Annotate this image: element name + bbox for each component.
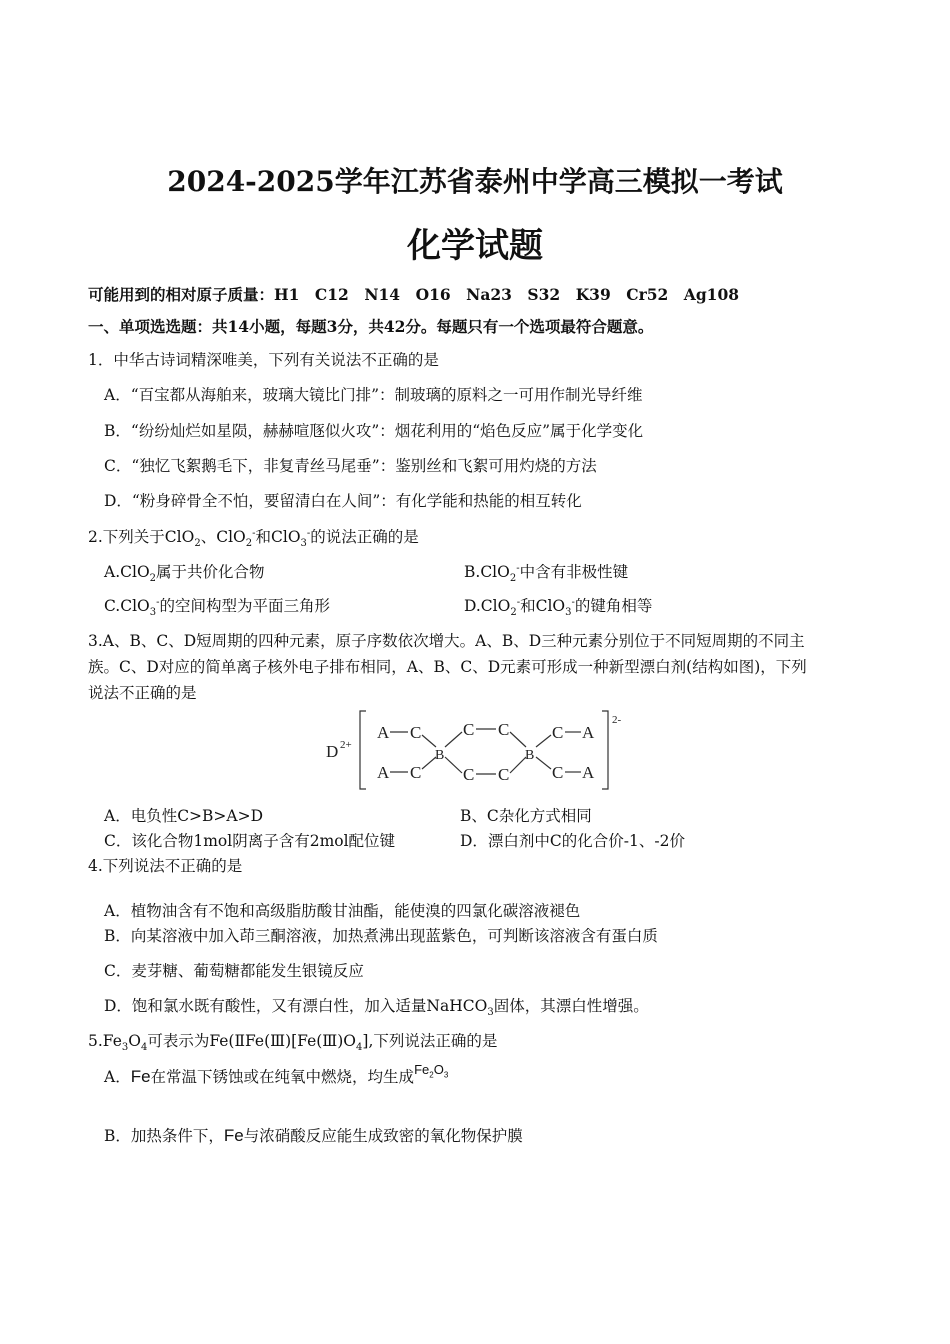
atom-c: C — [498, 720, 510, 739]
q5-option-b — [104, 1126, 523, 1146]
text: O — [128, 1032, 141, 1050]
q2-stem — [88, 527, 419, 550]
exam-title: 2024-2025学年江苏省泰州中学高三模拟一考试 — [167, 165, 783, 198]
bond — [422, 735, 436, 747]
text: Fe — [414, 1062, 430, 1077]
text: B.ClO — [464, 563, 510, 581]
q4-option-a: A．植物油含有不饱和高级脂肪酸甘油酯，能使溴的四氯化碳溶液褪色 — [104, 902, 581, 920]
subscript: 4 — [356, 1042, 363, 1054]
superscript: - — [156, 596, 160, 608]
formula-fe: Fe — [223, 1126, 244, 1145]
q2-option-d — [464, 596, 653, 619]
text: A.ClO — [104, 563, 150, 581]
q5-stem — [88, 1031, 498, 1054]
text: 和ClO — [520, 597, 566, 615]
text: D.ClO — [464, 597, 511, 615]
text: D．饱和氯水既有酸性，又有漂白性，加入适量NaHCO — [104, 997, 488, 1015]
bond — [536, 757, 551, 769]
atom-a: A — [582, 723, 595, 742]
q2-stem-part: 的说法正确的是 — [310, 528, 419, 546]
q2-option-b — [464, 562, 629, 585]
text: A． — [104, 1068, 131, 1086]
q1-stem: 1．中华古诗词精深唯美，下列有关说法不正确的是 — [88, 351, 439, 369]
anion-charge: 2- — [612, 714, 622, 726]
superscript: - — [252, 527, 256, 539]
subscript: 2 — [194, 538, 201, 550]
atom-c: C — [498, 765, 510, 784]
text: O — [433, 1062, 444, 1077]
atom-b: B — [435, 748, 445, 763]
text: 中含有非极性键 — [519, 563, 629, 581]
atom-c: C — [410, 763, 422, 782]
q4-stem: 4.下列说法不正确的是 — [88, 857, 243, 875]
atom-c: C — [552, 723, 564, 742]
section-heading: 一、单项选选题：共14小题，每题3分，共42分。每题只有一个选项最符合题意。 — [88, 317, 654, 336]
q2-stem-part: 和ClO — [255, 528, 301, 546]
bond — [445, 757, 462, 773]
q1-option-a: A．“百宝都从海舶来，玻璃大镜比门排”：制玻璃的原料之一可用作制光导纤维 — [104, 386, 643, 404]
text: 5.Fe — [88, 1032, 122, 1050]
atom-d: D — [326, 742, 339, 761]
q4-option-d — [104, 996, 649, 1019]
atom-a: A — [377, 723, 390, 742]
q1-option-c: C．“独忆飞絮鹅毛下，非复青丝马尾垂”：鉴别丝和飞絮可用灼烧的方法 — [104, 457, 597, 475]
q4-option-b: B．向某溶液中加入茚三酮溶液，加热煮沸出现蓝紫色，可判断该溶液含有蛋白质 — [104, 927, 658, 945]
q3-option-c: C．该化合物1mol阴离子含有2mol配位键 — [104, 832, 396, 850]
q3-stem-line1: 3.A、B、C、D短周期的四种元素，原子序数依次增大。A、B、D三种元素分别位于不同短周期的不同主 — [88, 632, 805, 650]
subscript: 3 — [149, 607, 157, 619]
bond — [422, 757, 436, 769]
text: 的空间构型为平面三角形 — [159, 597, 331, 615]
superscript: - — [571, 596, 575, 608]
subscript: 2 — [429, 1070, 434, 1080]
q2-stem-part: 2.下列关于ClO — [88, 528, 195, 546]
text: 固体，其漂白性增强。 — [493, 997, 649, 1015]
q3-stem-line2: 族。C、D对应的简单离子核外电子排布相同，A、B、C、D元素可形成一种新型漂白剂(结构如图)，下列 — [88, 658, 807, 676]
q2-option-c — [104, 596, 331, 619]
text: ],下列说法正确的是 — [362, 1032, 498, 1050]
atom-b: B — [525, 748, 535, 763]
q3-option-b: B、C杂化方式相同 — [460, 807, 592, 825]
right-bracket — [602, 711, 608, 789]
subscript: 4 — [140, 1042, 148, 1054]
bond — [536, 735, 551, 747]
text: C.ClO — [104, 597, 150, 615]
subscript: 2 — [149, 573, 157, 585]
atomic-masses: 可能用到的相对原子质量：H1 C12 N14 O16 Na23 S32 K39 Cr52 Ag108 — [88, 285, 740, 304]
atom-c: C — [463, 765, 475, 784]
exam-subtitle: 化学试题 — [407, 226, 543, 266]
subscript: 2 — [509, 573, 517, 585]
superscript: - — [516, 596, 521, 608]
subscript: 3 — [487, 1007, 494, 1019]
subscript: 3 — [443, 1070, 449, 1080]
q2-stem-part: 、ClO — [200, 528, 246, 546]
superscript: - — [516, 562, 520, 574]
atom-c: C — [463, 720, 475, 739]
superscript: - — [306, 527, 311, 539]
text: 属于共价化合物 — [156, 563, 265, 581]
atom-a: A — [377, 763, 390, 782]
q1-option-b: B．“纷纷灿烂如星陨，赫赫喧豗似火攻”：烟花利用的“焰色反应”属于化学变化 — [104, 422, 644, 440]
q3-option-d: D．漂白剂中C的化合价-1、-2价 — [460, 832, 685, 850]
q1-option-d: D．“粉身碎骨全不怕，要留清白在人间”：有化学能和热能的相互转化 — [104, 492, 582, 510]
text: 与浓硝酸反应能生成致密的氧化物保护膜 — [243, 1127, 523, 1145]
bond — [510, 757, 526, 773]
q2-option-a — [104, 562, 265, 585]
bond — [445, 732, 462, 747]
cation-charge: 2+ — [340, 739, 352, 751]
atom-c: C — [410, 723, 422, 742]
left-bracket — [360, 711, 366, 789]
formula-fe: Fe — [130, 1067, 151, 1086]
q3-option-a: A．电负性C>B>A>D — [104, 807, 264, 825]
text: 的键角相等 — [574, 597, 653, 615]
q5-option-a — [104, 1062, 449, 1088]
text: B．加热条件下， — [104, 1127, 224, 1145]
formula-fe2o3 — [414, 1062, 449, 1080]
subscript: 3 — [565, 607, 572, 619]
q3-structure-diagram — [320, 705, 640, 797]
text: 在常温下锈蚀或在纯氧中燃烧，均生成 — [150, 1068, 415, 1086]
bond — [510, 732, 526, 747]
atom-a: A — [582, 763, 595, 782]
subscript: 2 — [510, 607, 517, 619]
q4-option-c: C．麦芽糖、葡萄糖都能发生银镜反应 — [104, 962, 364, 980]
subscript: 2 — [245, 538, 253, 550]
atom-c: C — [552, 763, 564, 782]
subscript: 3 — [121, 1042, 129, 1054]
text: 可表示为Fe(ⅡFe(Ⅲ)[Fe(Ⅲ)O — [147, 1032, 357, 1050]
subscript: 3 — [300, 538, 307, 550]
q3-stem-line3: 说法不正确的是 — [88, 684, 197, 702]
